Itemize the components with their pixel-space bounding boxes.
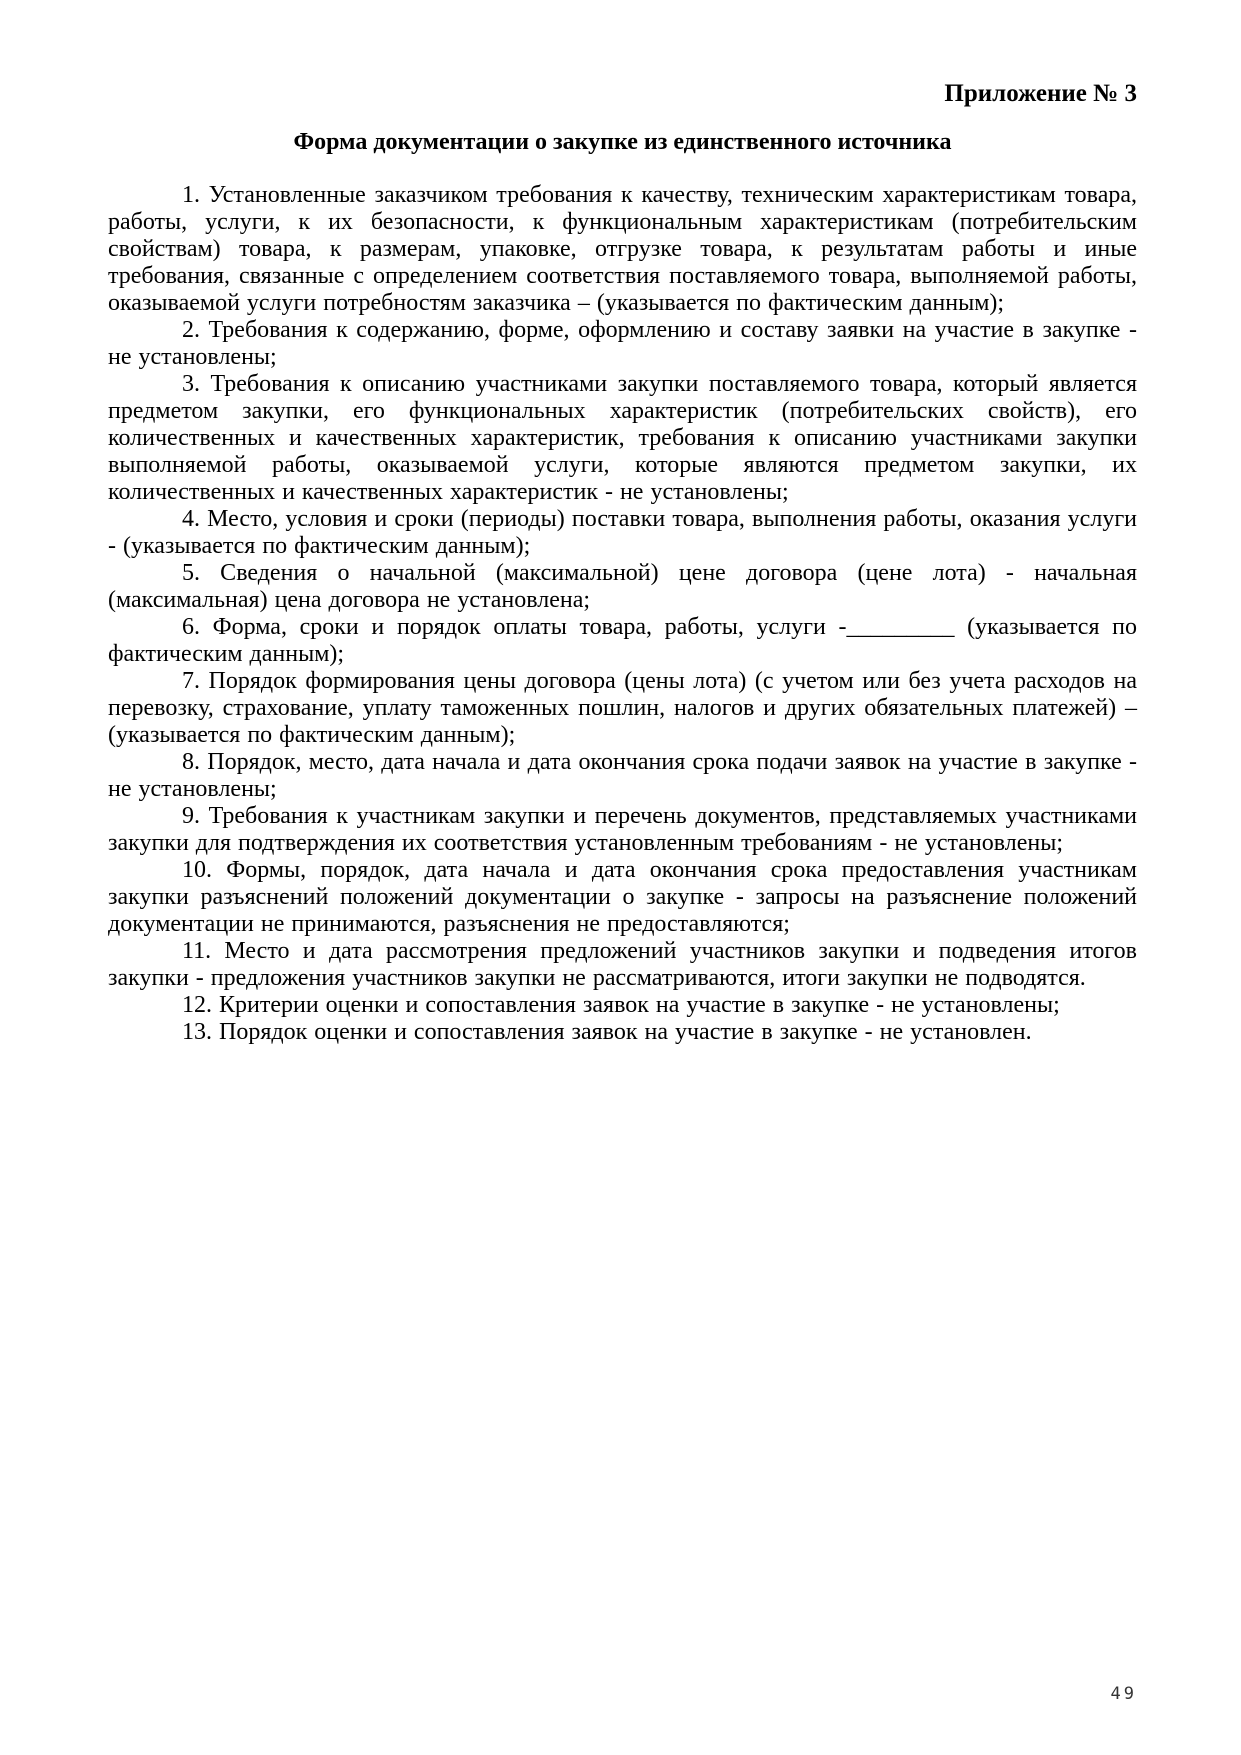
appendix-label: Приложение № 3 [944, 80, 1137, 107]
paragraph-5: 5. Сведения о начальной (максимальной) цене договора (цене лота) - начальная (максимальная) цена договора не установлена; [108, 560, 1137, 613]
paragraph-8: 8. Порядок, место, дата начала и дата окончания срока подачи заявок на участие в закупке - не установлены; [108, 749, 1137, 802]
paragraph-6: 6. Форма, сроки и порядок оплаты товара, работы, услуги -_________ (указывается по фактическим данным); [108, 614, 1137, 667]
paragraph-9: 9. Требования к участникам закупки и перечень документов, представляемых участниками закупки для подтверждения их соответствия установленным требованиям - не установлены; [108, 803, 1137, 856]
paragraph-13: 13. Порядок оценки и сопоставления заявок на участие в закупке - не установлен. [182, 1019, 1032, 1045]
paragraph-12: 12. Критерии оценки и сопоставления заявок на участие в закупке - не установлены; [182, 992, 1060, 1018]
page-number: 49 [1110, 1684, 1137, 1704]
paragraph-4: 4. Место, условия и сроки (периоды) поставки товара, выполнения работы, оказания услуги - (указывается по фактическим данным); [108, 506, 1137, 559]
paragraph-3: 3. Требования к описанию участниками закупки поставляемого товара, который является предметом закупки, его функциональных характеристик (потребительских свойств), его количественных и качественных характеристик, требования к описанию участниками закупки выполняемой работы, оказываемой услуги, которые являются предметом закупки, их количественных и качественных характеристик - не установлены; [108, 371, 1137, 505]
paragraph-1: 1. Установленные заказчиком требования к качеству, техническим характеристикам товара, работы, услуги, к их безопасности, к функциональным характеристикам (потребительским свойствам) товара, к размерам, упаковке, отгрузке товара, к результатам работы и иные требования, связанные с определением соответствия поставляемого товара, выполняемой работы, оказываемой услуги потребностям заказчика – (указывается по фактическим данным); [108, 182, 1137, 316]
paragraph-11: 11. Место и дата рассмотрения предложений участников закупки и подведения итогов закупки - предложения участников закупки не рассматриваются, итоги закупки не подводятся. [108, 938, 1137, 991]
paragraph-2: 2. Требования к содержанию, форме, оформлению и составу заявки на участие в закупке - не установлены; [108, 317, 1137, 370]
document-title: Форма документации о закупке из единственного источника [293, 129, 952, 155]
paragraph-10: 10. Формы, порядок, дата начала и дата окончания срока предоставления участникам закупки разъяснений положений документации о закупке - запросы на разъяснение положений документации не принимаются, разъяснения не предоставляются; [108, 857, 1137, 937]
document-content [108, 80, 1137, 1046]
body-text [108, 182, 1137, 1046]
paragraph-7: 7. Порядок формирования цены договора (цены лота) (с учетом или без учета расходов на перевозку, страхование, уплату таможенных пошлин, налогов и других обязательных платежей) – (указывается по фактическим данным); [108, 668, 1137, 748]
